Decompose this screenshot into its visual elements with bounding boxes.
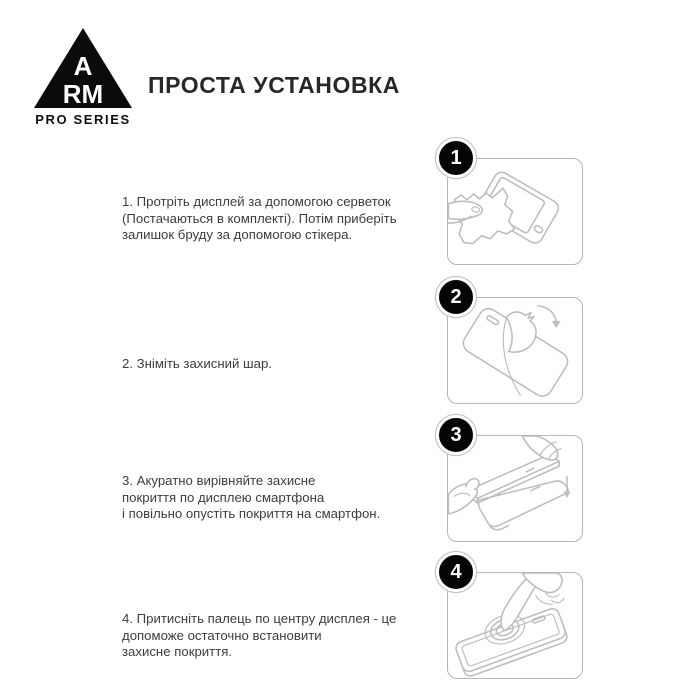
step-4-text: 4. Притисніть палець по центру дисплея - це допоможе остаточно встановити захисне покриття. <box>122 611 397 659</box>
align-protector-illustration <box>448 436 581 540</box>
peel-layer-illustration <box>448 298 581 402</box>
step-2-badge: 2 <box>436 277 476 317</box>
step-4-figure <box>447 560 583 679</box>
curved-arrow-icon <box>538 306 561 328</box>
step-3-figure <box>447 423 583 542</box>
logo-tagline: PRO SERIES <box>35 112 131 127</box>
step-2-figure <box>447 285 583 404</box>
right-hand-icon <box>522 436 561 460</box>
left-hand-icon <box>448 479 479 514</box>
press-center-illustration <box>448 573 581 677</box>
step-1-badge: 1 <box>436 138 476 178</box>
logo-monogram-a: A <box>73 51 93 81</box>
logo-monogram-rm: RM <box>62 79 104 109</box>
step-2-text: 2. Зніміть захисний шар. <box>122 356 272 372</box>
step-1-figure <box>447 146 583 265</box>
arm-pro-series-logo <box>32 27 134 127</box>
step-3-badge: 3 <box>436 415 476 455</box>
wipe-display-illustration <box>448 159 581 263</box>
arm-triangle-logo-icon <box>33 27 133 109</box>
page-title: ПРОСТА УСТАНОВКА <box>148 72 401 98</box>
step-4-badge: 4 <box>436 552 476 592</box>
step-1-text: 1. Протріть дисплей за допомогою серветок (Постачаються в комплекті). Потім приберіть залишок бруду за допомогою стікера. <box>122 194 397 242</box>
step-3-text: 3. Акуратно вирівняйте захисне покриття по дисплею смартфона і повільно опустіть покриття на смартфон. <box>122 473 381 521</box>
